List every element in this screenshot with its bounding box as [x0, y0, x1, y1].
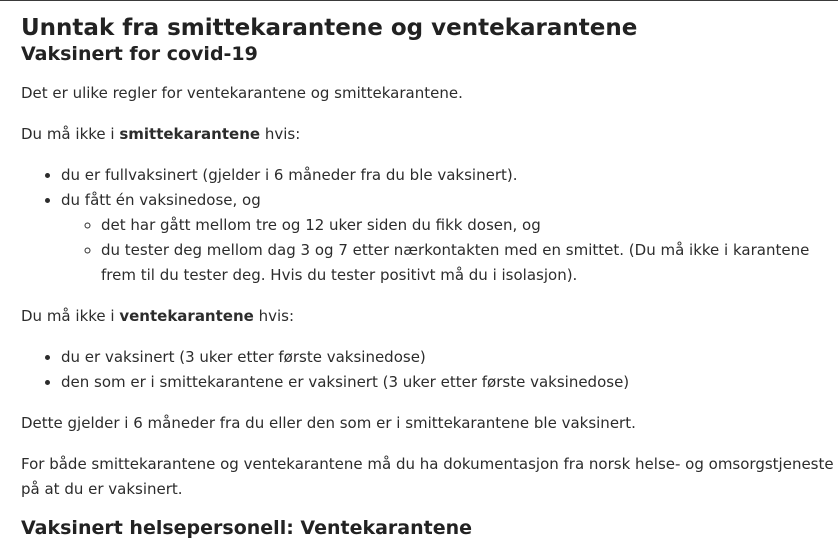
ventekarantene-lead: [21, 304, 838, 329]
list-item: • du er fullvaksinert (gjelder i 6 måneder fra du ble vaksinert).: [61, 163, 838, 188]
list-item: • den som er i smittekarantene er vaksinert (3 uker etter første vaksinedose): [61, 370, 838, 395]
smitte-lead-pre: Du må ikke i: [21, 125, 120, 143]
ventekarantene-list: [21, 345, 838, 395]
sub-list-item: ◦ det har gått mellom tre og 12 uker siden du fikk dosen, og: [101, 213, 838, 238]
vente-lead-bold: ventekarantene: [119, 307, 254, 325]
vente-lead-post: hvis:: [253, 307, 295, 325]
list-item: [61, 188, 838, 288]
top-border: [0, 0, 838, 1]
vente-lead-pre: Du må ikke i: [21, 307, 120, 325]
smittekarantene-lead: [21, 122, 838, 147]
section-subtitle: Vaksinert for covid-19: [21, 43, 258, 65]
intro-paragraph: Det er ulike regler for ventekarantene og smittekarantene.: [21, 84, 463, 102]
article-content: [21, 14, 838, 518]
next-section-heading: Vaksinert helsepersonell: Ventekarantene: [21, 517, 473, 539]
list-item-text: du fått én vaksinedose, og: [61, 191, 261, 209]
list-item: • du er vaksinert (3 uker etter første vaksinedose): [61, 345, 838, 370]
documentation-paragraph: For både smittekarantene og ventekarantene må du ha dokumentasjon fra norsk helse- og omsorgstjeneste på at du er vaksinert.: [21, 455, 834, 498]
smittekarantene-list: [21, 163, 838, 288]
page-title: Unntak fra smittekarantene og ventekarantene: [21, 15, 638, 41]
smittekarantene-sublist: [61, 213, 838, 288]
smitte-lead-bold: smittekarantene: [119, 125, 261, 143]
smitte-lead-post: hvis:: [260, 125, 301, 143]
validity-paragraph: Dette gjelder i 6 måneder fra du eller den som er i smittekarantene ble vaksinert.: [21, 414, 636, 432]
sub-list-item: ◦ du tester deg mellom dag 3 og 7 etter nærkontakten med en smittet. (Du må ikke i karantene frem til du tester deg. Hvis du tester positivt må du i isolasjon).: [101, 238, 838, 288]
